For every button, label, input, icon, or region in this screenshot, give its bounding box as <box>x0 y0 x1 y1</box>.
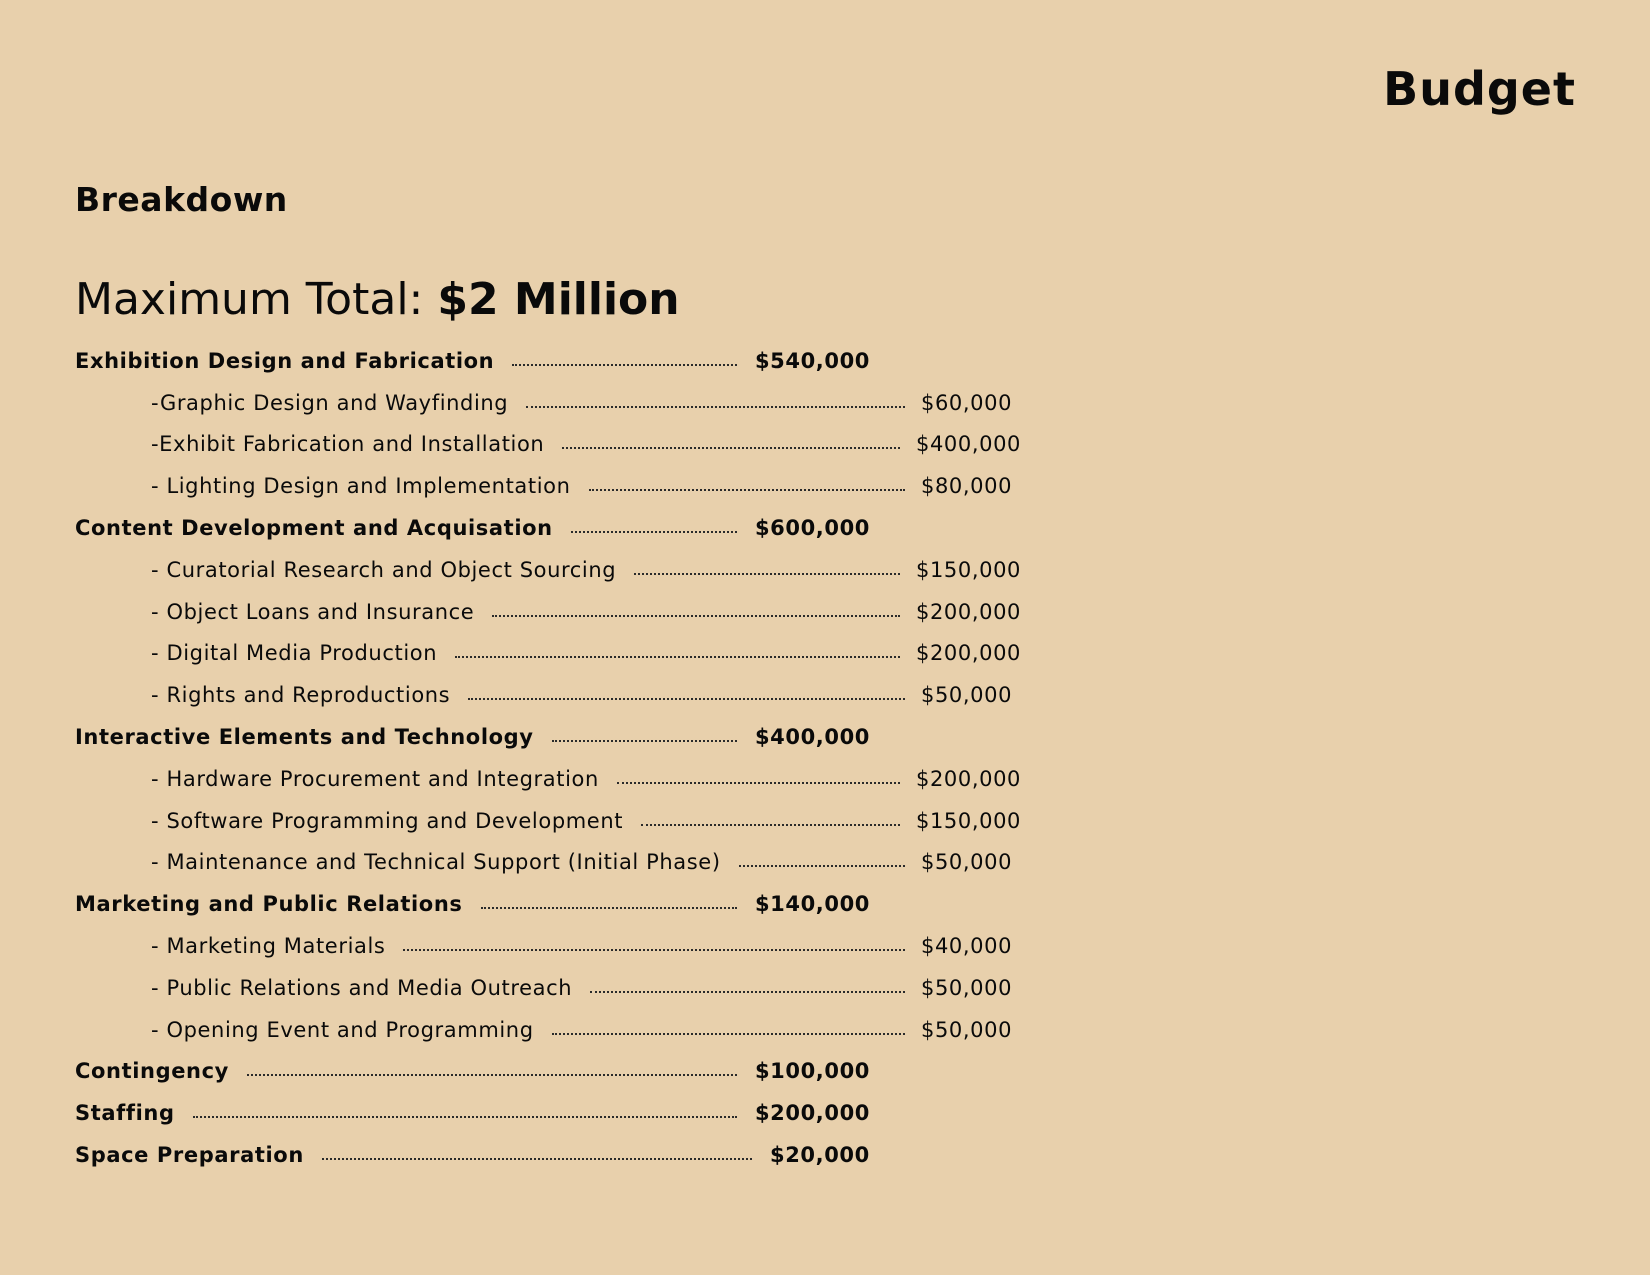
budget-line-label: - Hardware Procurement and Integration <box>151 766 599 791</box>
budget-line-amount: $150,000 <box>915 808 1021 833</box>
budget-line-amount: $80,000 <box>921 474 1013 499</box>
budget-item-row <box>75 758 1021 800</box>
budget-line-amount: $600,000 <box>754 516 870 541</box>
budget-line-amount: $60,000 <box>921 390 1013 415</box>
dotted-leader <box>468 698 905 700</box>
budget-line-label: Exhibition Design and Fabrication <box>75 348 495 373</box>
budget-category-row <box>75 1051 870 1093</box>
dotted-leader <box>322 1158 752 1160</box>
dotted-leader <box>552 1033 905 1035</box>
budget-category-row <box>75 340 870 382</box>
budget-item-row <box>75 633 1021 675</box>
dotted-leader <box>552 740 737 742</box>
budget-line-label: - Maintenance and Technical Support (Initial Phase) <box>151 850 721 875</box>
budget-item-row <box>75 925 1021 967</box>
dotted-leader <box>739 865 905 867</box>
dotted-leader <box>589 489 905 491</box>
dotted-leader <box>247 1074 737 1076</box>
budget-line-amount: $40,000 <box>921 934 1013 959</box>
budget-item-row <box>75 591 1021 633</box>
budget-line-label: - Lighting Design and Implementation <box>151 474 571 499</box>
budget-line-amount: $50,000 <box>921 975 1013 1000</box>
dotted-leader <box>193 1116 737 1118</box>
budget-item-row <box>75 842 1021 884</box>
budget-line-label: Space Preparation <box>75 1143 304 1168</box>
budget-line-label: -Exhibit Fabrication and Installation <box>151 432 545 457</box>
dotted-leader <box>481 907 737 909</box>
budget-item-row <box>75 967 1021 1009</box>
budget-breakdown-list <box>75 340 1021 1176</box>
budget-line-amount: $400,000 <box>754 725 870 750</box>
budget-category-row <box>75 507 870 549</box>
budget-line-label: -Graphic Design and Wayfinding <box>151 390 509 415</box>
budget-item-row <box>75 465 1021 507</box>
budget-line-amount: $200,000 <box>915 641 1021 666</box>
budget-line-amount: $540,000 <box>754 348 870 373</box>
budget-item-row <box>75 674 1021 716</box>
budget-line-label: - Digital Media Production <box>151 641 438 666</box>
budget-line-label: Staffing <box>75 1101 175 1126</box>
budget-line-label: Contingency <box>75 1059 229 1084</box>
budget-category-row <box>75 883 870 925</box>
maximum-total <box>75 276 680 324</box>
budget-line-label: - Marketing Materials <box>151 934 386 959</box>
dotted-leader <box>512 364 737 366</box>
budget-line-label: - Object Loans and Insurance <box>151 599 475 624</box>
budget-line-label: - Software Programming and Development <box>151 808 624 833</box>
budget-item-row <box>75 1009 1021 1051</box>
budget-line-amount: $150,000 <box>915 557 1021 582</box>
budget-line-amount: $200,000 <box>915 766 1021 791</box>
budget-line-amount: $50,000 <box>921 683 1013 708</box>
dotted-leader <box>455 656 900 658</box>
dotted-leader <box>617 782 900 784</box>
budget-line-label: - Opening Event and Programming <box>151 1017 534 1042</box>
budget-line-label: - Curatorial Research and Object Sourcing <box>151 557 617 582</box>
dotted-leader <box>590 991 905 993</box>
budget-line-amount: $100,000 <box>754 1059 870 1084</box>
dotted-leader <box>403 949 905 951</box>
dotted-leader <box>526 406 905 408</box>
page-title: Budget <box>1383 62 1576 116</box>
budget-line-label: Interactive Elements and Technology <box>75 725 534 750</box>
budget-line-amount: $20,000 <box>770 1143 870 1168</box>
dotted-leader <box>641 824 900 826</box>
budget-line-label: Content Development and Acquisation <box>75 516 553 541</box>
budget-line-label: Marketing and Public Relations <box>75 892 463 917</box>
budget-line-label: - Rights and Reproductions <box>151 683 451 708</box>
budget-line-amount: $200,000 <box>915 599 1021 624</box>
budget-line-label: - Public Relations and Media Outreach <box>151 975 573 1000</box>
budget-item-row <box>75 382 1021 424</box>
budget-category-row <box>75 1092 870 1134</box>
budget-category-row <box>75 1134 870 1176</box>
budget-item-row <box>75 549 1021 591</box>
dotted-leader <box>634 573 900 575</box>
dotted-leader <box>562 447 900 449</box>
budget-line-amount: $140,000 <box>754 892 870 917</box>
budget-line-amount: $200,000 <box>754 1101 870 1126</box>
budget-category-row <box>75 716 870 758</box>
budget-item-row <box>75 424 1021 466</box>
section-title: Breakdown <box>75 180 288 219</box>
budget-line-amount: $400,000 <box>915 432 1021 457</box>
dotted-leader <box>571 531 737 533</box>
dotted-leader <box>492 615 900 617</box>
budget-item-row <box>75 800 1021 842</box>
maximum-total-value: $2 Million <box>437 274 680 325</box>
maximum-total-label: Maximum Total: <box>75 274 438 325</box>
budget-line-amount: $50,000 <box>921 850 1013 875</box>
budget-line-amount: $50,000 <box>921 1017 1013 1042</box>
